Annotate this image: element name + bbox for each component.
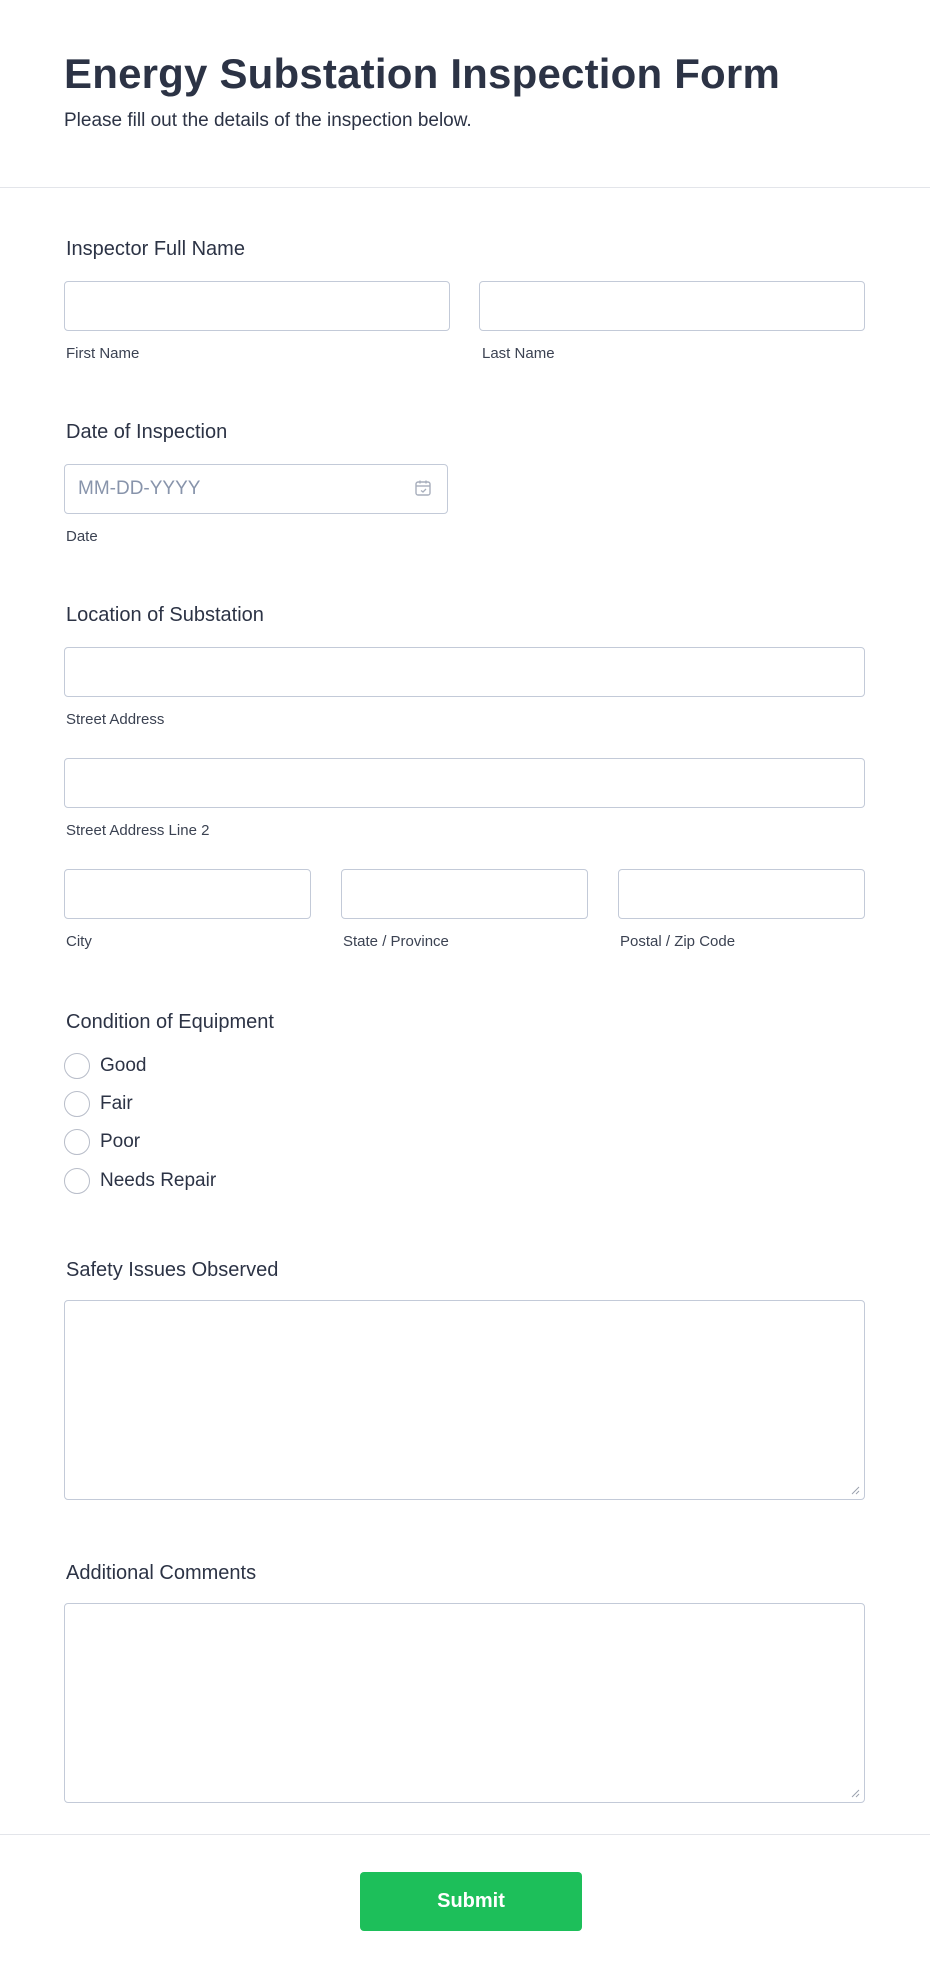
first-name-input[interactable] — [64, 281, 450, 331]
date-sublabel: Date — [66, 528, 98, 545]
form-subtitle: Please fill out the details of the inspection below. — [64, 110, 472, 131]
radio-button[interactable] — [64, 1053, 90, 1079]
calendar-icon[interactable] — [414, 479, 432, 497]
form-header — [0, 0, 930, 188]
zip-input[interactable] — [618, 869, 865, 919]
condition-label: Condition of Equipment — [66, 1011, 274, 1033]
last-name-sublabel: Last Name — [482, 345, 555, 362]
radio-button[interactable] — [64, 1129, 90, 1155]
safety-issues-label: Safety Issues Observed — [66, 1259, 279, 1281]
radio-button[interactable] — [64, 1091, 90, 1117]
safety-issues-textarea[interactable] — [64, 1300, 865, 1500]
resize-handle-icon[interactable] — [850, 1788, 860, 1798]
zip-sublabel: Postal / Zip Code — [620, 933, 736, 950]
radio-label: Fair — [100, 1093, 133, 1114]
radio-label: Poor — [100, 1131, 141, 1152]
radio-option-poor[interactable] — [64, 1127, 140, 1157]
state-sublabel: State / Province — [343, 933, 449, 950]
street-address-line2-sublabel: Street Address Line 2 — [66, 822, 210, 839]
last-name-input[interactable] — [479, 281, 865, 331]
location-label: Location of Substation — [66, 604, 264, 626]
street-address-sublabel: Street Address — [66, 711, 165, 728]
radio-label: Good — [100, 1055, 147, 1076]
inspector-name-label: Inspector Full Name — [66, 238, 245, 260]
footer-divider — [0, 1834, 930, 1835]
radio-option-needs-repair[interactable] — [64, 1166, 216, 1196]
radio-option-fair[interactable] — [64, 1089, 133, 1119]
resize-handle-icon[interactable] — [850, 1485, 860, 1495]
additional-comments-textarea[interactable] — [64, 1603, 865, 1803]
city-sublabel: City — [66, 933, 92, 950]
date-input[interactable] — [64, 464, 448, 514]
additional-comments-label: Additional Comments — [66, 1562, 257, 1584]
city-input[interactable] — [64, 869, 311, 919]
form-title: Energy Substation Inspection Form — [64, 50, 781, 97]
state-input[interactable] — [341, 869, 588, 919]
submit-button[interactable]: Submit — [360, 1872, 582, 1931]
radio-button[interactable] — [64, 1168, 90, 1194]
radio-option-good[interactable] — [64, 1051, 146, 1081]
first-name-sublabel: First Name — [66, 345, 140, 362]
radio-label: Needs Repair — [100, 1170, 217, 1191]
street-address-input[interactable] — [64, 647, 865, 697]
street-address-line2-input[interactable] — [64, 758, 865, 808]
date-label: Date of Inspection — [66, 421, 228, 443]
